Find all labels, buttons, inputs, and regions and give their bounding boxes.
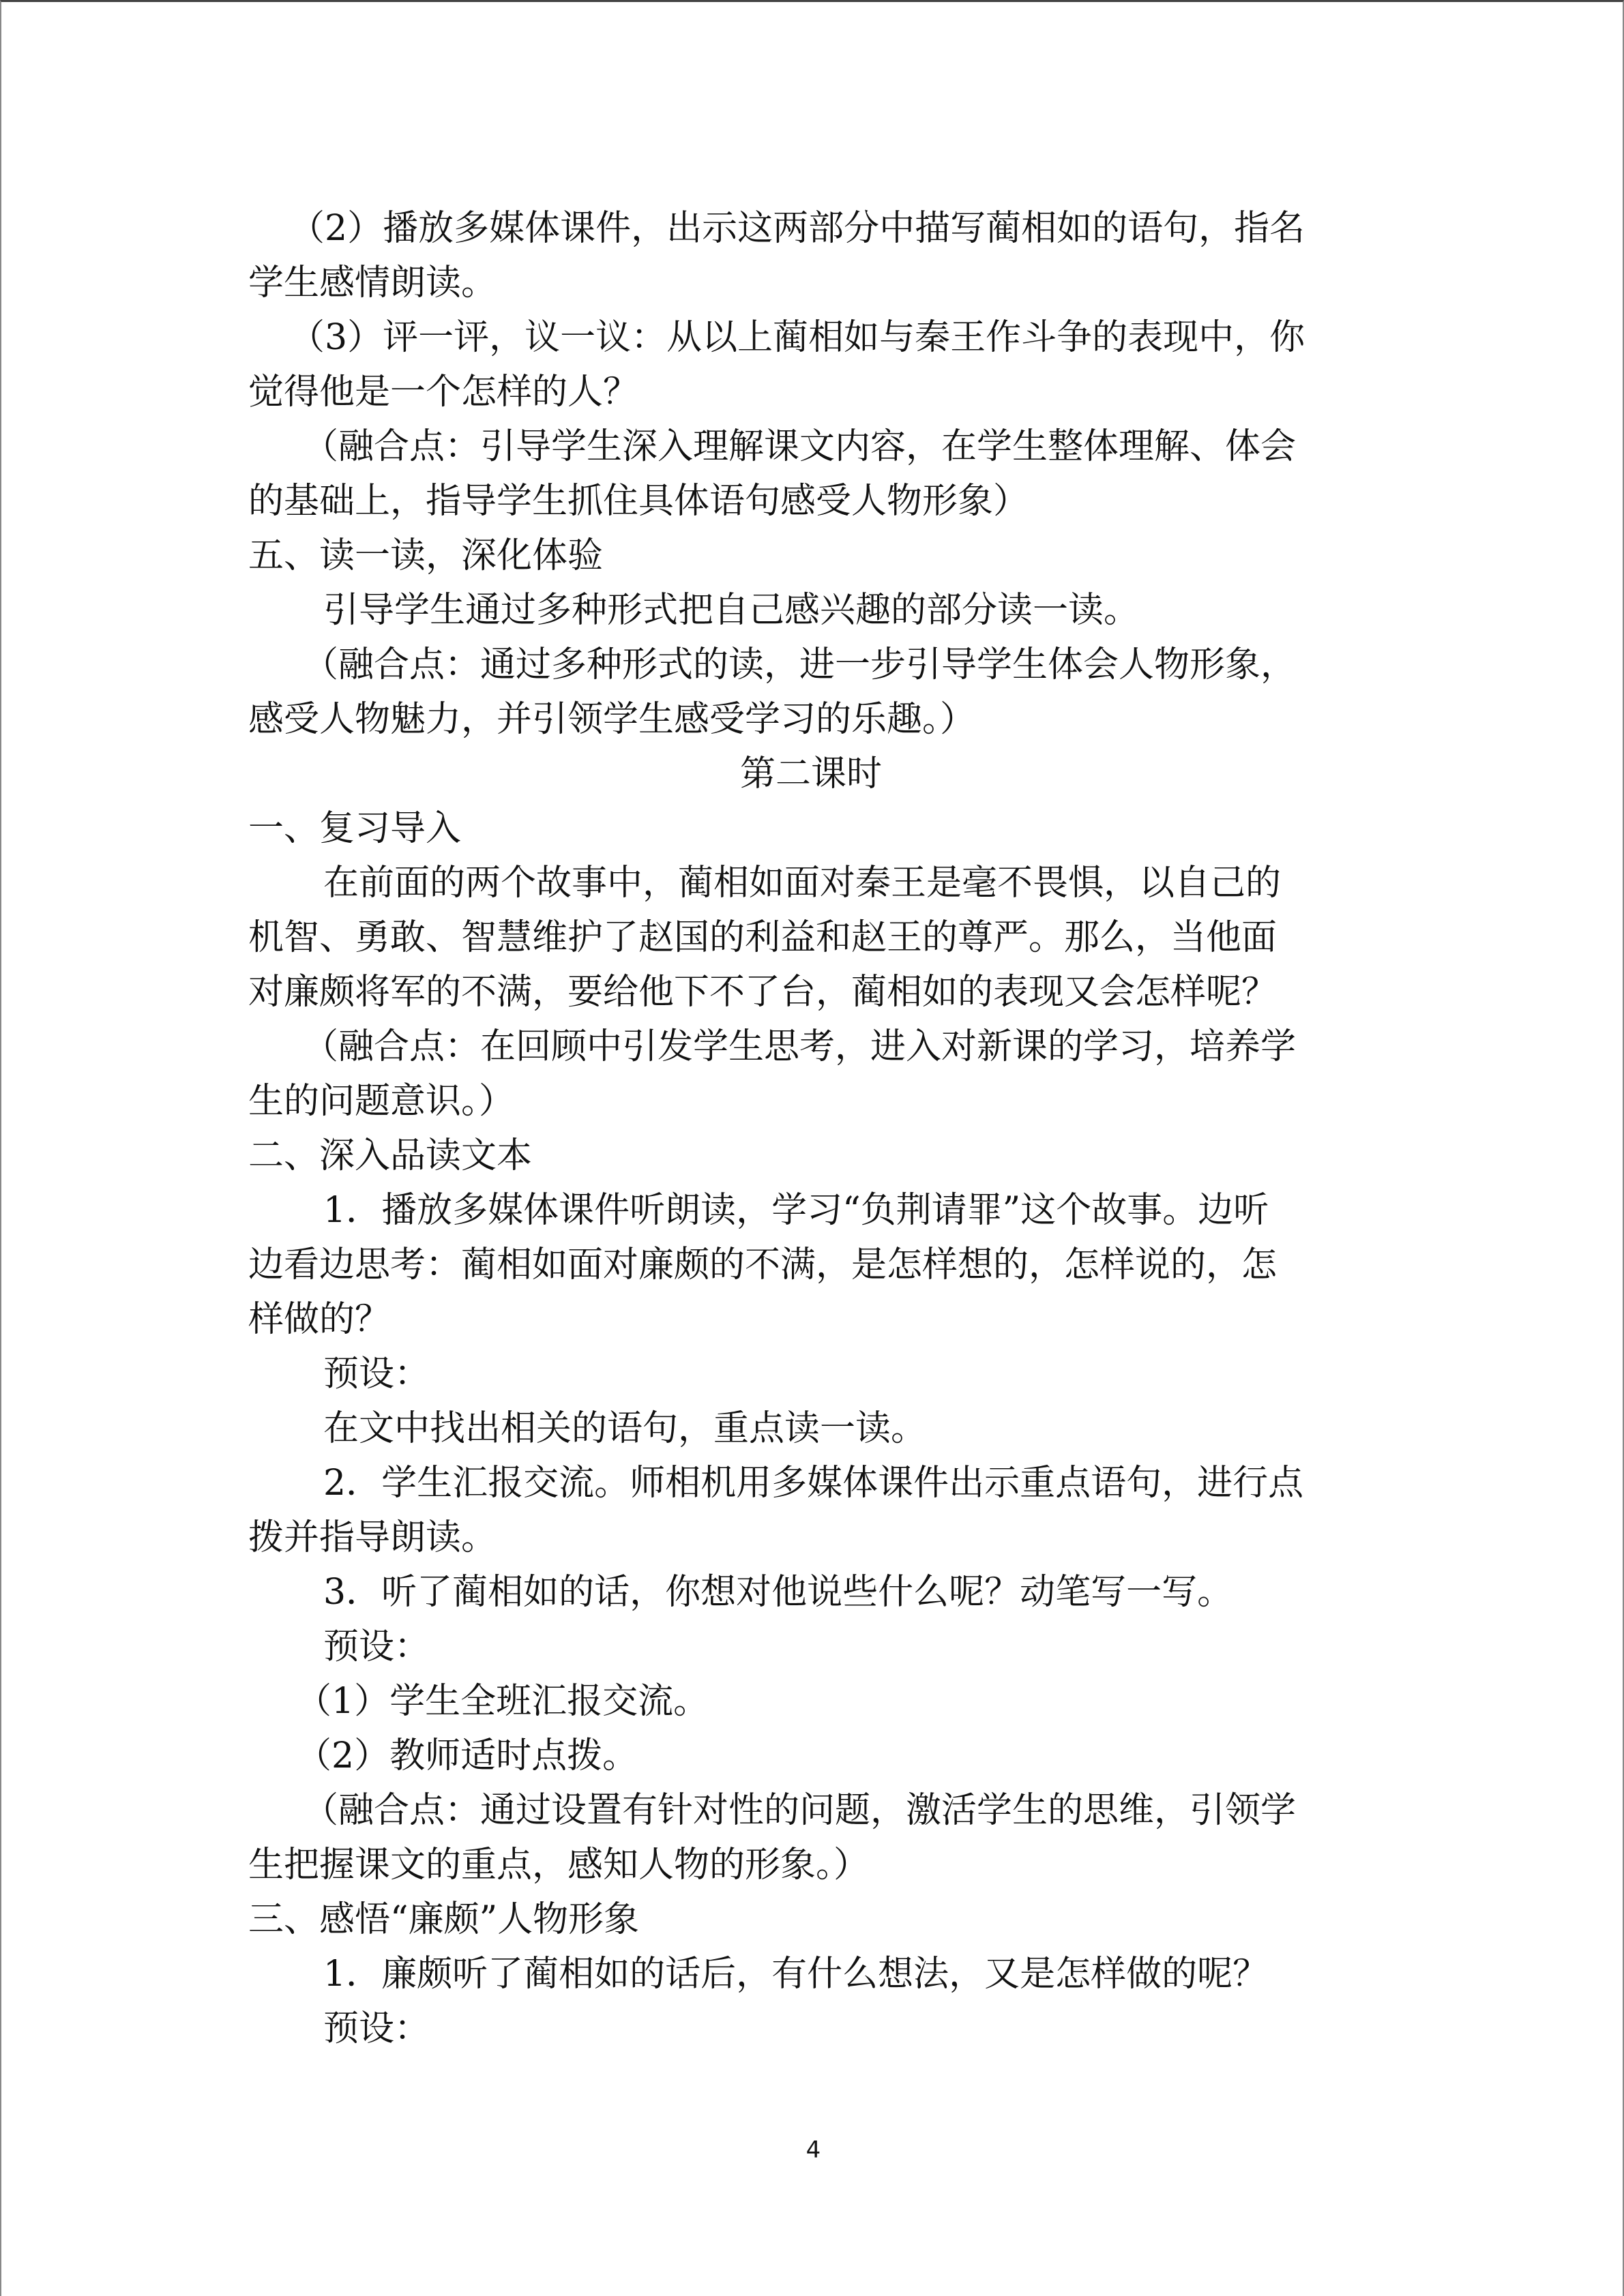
section-heading: 二、深入品读文本 (248, 1135, 533, 1176)
paragraph-line: 觉得他是一个怎样的人？ (248, 372, 639, 413)
paragraph-line: 2．学生汇报交流。师相机用多媒体课件出示重点语句，进行点 (323, 1463, 1304, 1504)
paragraph-line: 边看边思考：蔺相如面对廉颇的不满，是怎样想的，怎样说的，怎 (248, 1244, 1278, 1285)
paragraph-line: （2）教师适时点拨。 (296, 1735, 638, 1776)
lesson-plan-body (248, 201, 1374, 2056)
paragraph-line: （融合点：引导学生深入理解课文内容，在学生整体理解、体会 (303, 426, 1297, 467)
paragraph-line: 对廉颇将军的不满，要给他下不了台，蔺相如的表现又会怎样呢？ (248, 972, 1278, 1013)
paragraph-line: 3．听了蔺相如的话，你想对他说些什么呢？动笔写一写。 (323, 1572, 1233, 1613)
paragraph-line: 生的问题意识。） (248, 1081, 515, 1122)
paragraph-line: 引导学生通过多种形式把自己感兴趣的部分读一读。 (323, 590, 1140, 631)
paragraph-line: 的基础上，指导学生抓住具体语句感受人物形象） (248, 481, 1029, 522)
paragraph-line: 学生感情朗读。 (248, 263, 497, 303)
section-heading: 一、复习导入 (248, 808, 462, 849)
paragraph-line: 机智、勇敢、智慧维护了赵国的利益和赵王的尊严。那么，当他面 (248, 917, 1278, 958)
paragraph-line: （融合点：在回顾中引发学生思考，进入对新课的学习，培养学 (303, 1026, 1297, 1067)
lesson-title: 第二课时 (739, 754, 882, 794)
paragraph-line: （融合点：通过多种形式的读，进一步引导学生体会人物形象， (303, 644, 1297, 685)
paragraph-line: （融合点：通过设置有针对性的问题，激活学生的思维，引领学 (303, 1790, 1297, 1831)
paragraph-line: 样做的？ (248, 1299, 391, 1340)
paragraph-line: （1）学生全班汇报交流。 (296, 1681, 709, 1722)
paragraph-line: 拨并指导朗读。 (248, 1517, 497, 1558)
paragraph-line: 在前面的两个故事中，蔺相如面对秦王是毫不畏惧，以自己的 (323, 863, 1282, 904)
paragraph-line: 在文中找出相关的语句，重点读一读。 (323, 1408, 927, 1449)
paragraph-line: 1．廉颇听了蔺相如的话后，有什么想法，又是怎样做的呢？ (323, 1954, 1269, 1995)
paragraph-line: 1．播放多媒体课件听朗读，学习“负荆请罪”这个故事。边听 (323, 1190, 1269, 1231)
paragraph-line: （3）评一评，议一议：从以上蔺相如与秦王作斗争的表现中，你 (289, 317, 1305, 358)
paragraph-line: （2）播放多媒体课件，出示这两部分中描写蔺相如的语句，指名 (289, 208, 1305, 249)
section-heading: 三、感悟“廉颇”人物形象 (248, 1899, 640, 1940)
section-heading: 五、读一读，深化体验 (248, 535, 604, 576)
paragraph-line: 预设： (323, 1354, 430, 1395)
paragraph-line: 生把握课文的重点，感知人物的形象。） (248, 1845, 870, 1885)
paragraph-line: 感受人物魅力，并引领学生感受学习的乐趣。） (248, 699, 976, 740)
page-number: 4 (806, 2136, 821, 2164)
paragraph-line: 预设： (323, 2008, 430, 2049)
paragraph-line: 预设： (323, 1626, 430, 1667)
